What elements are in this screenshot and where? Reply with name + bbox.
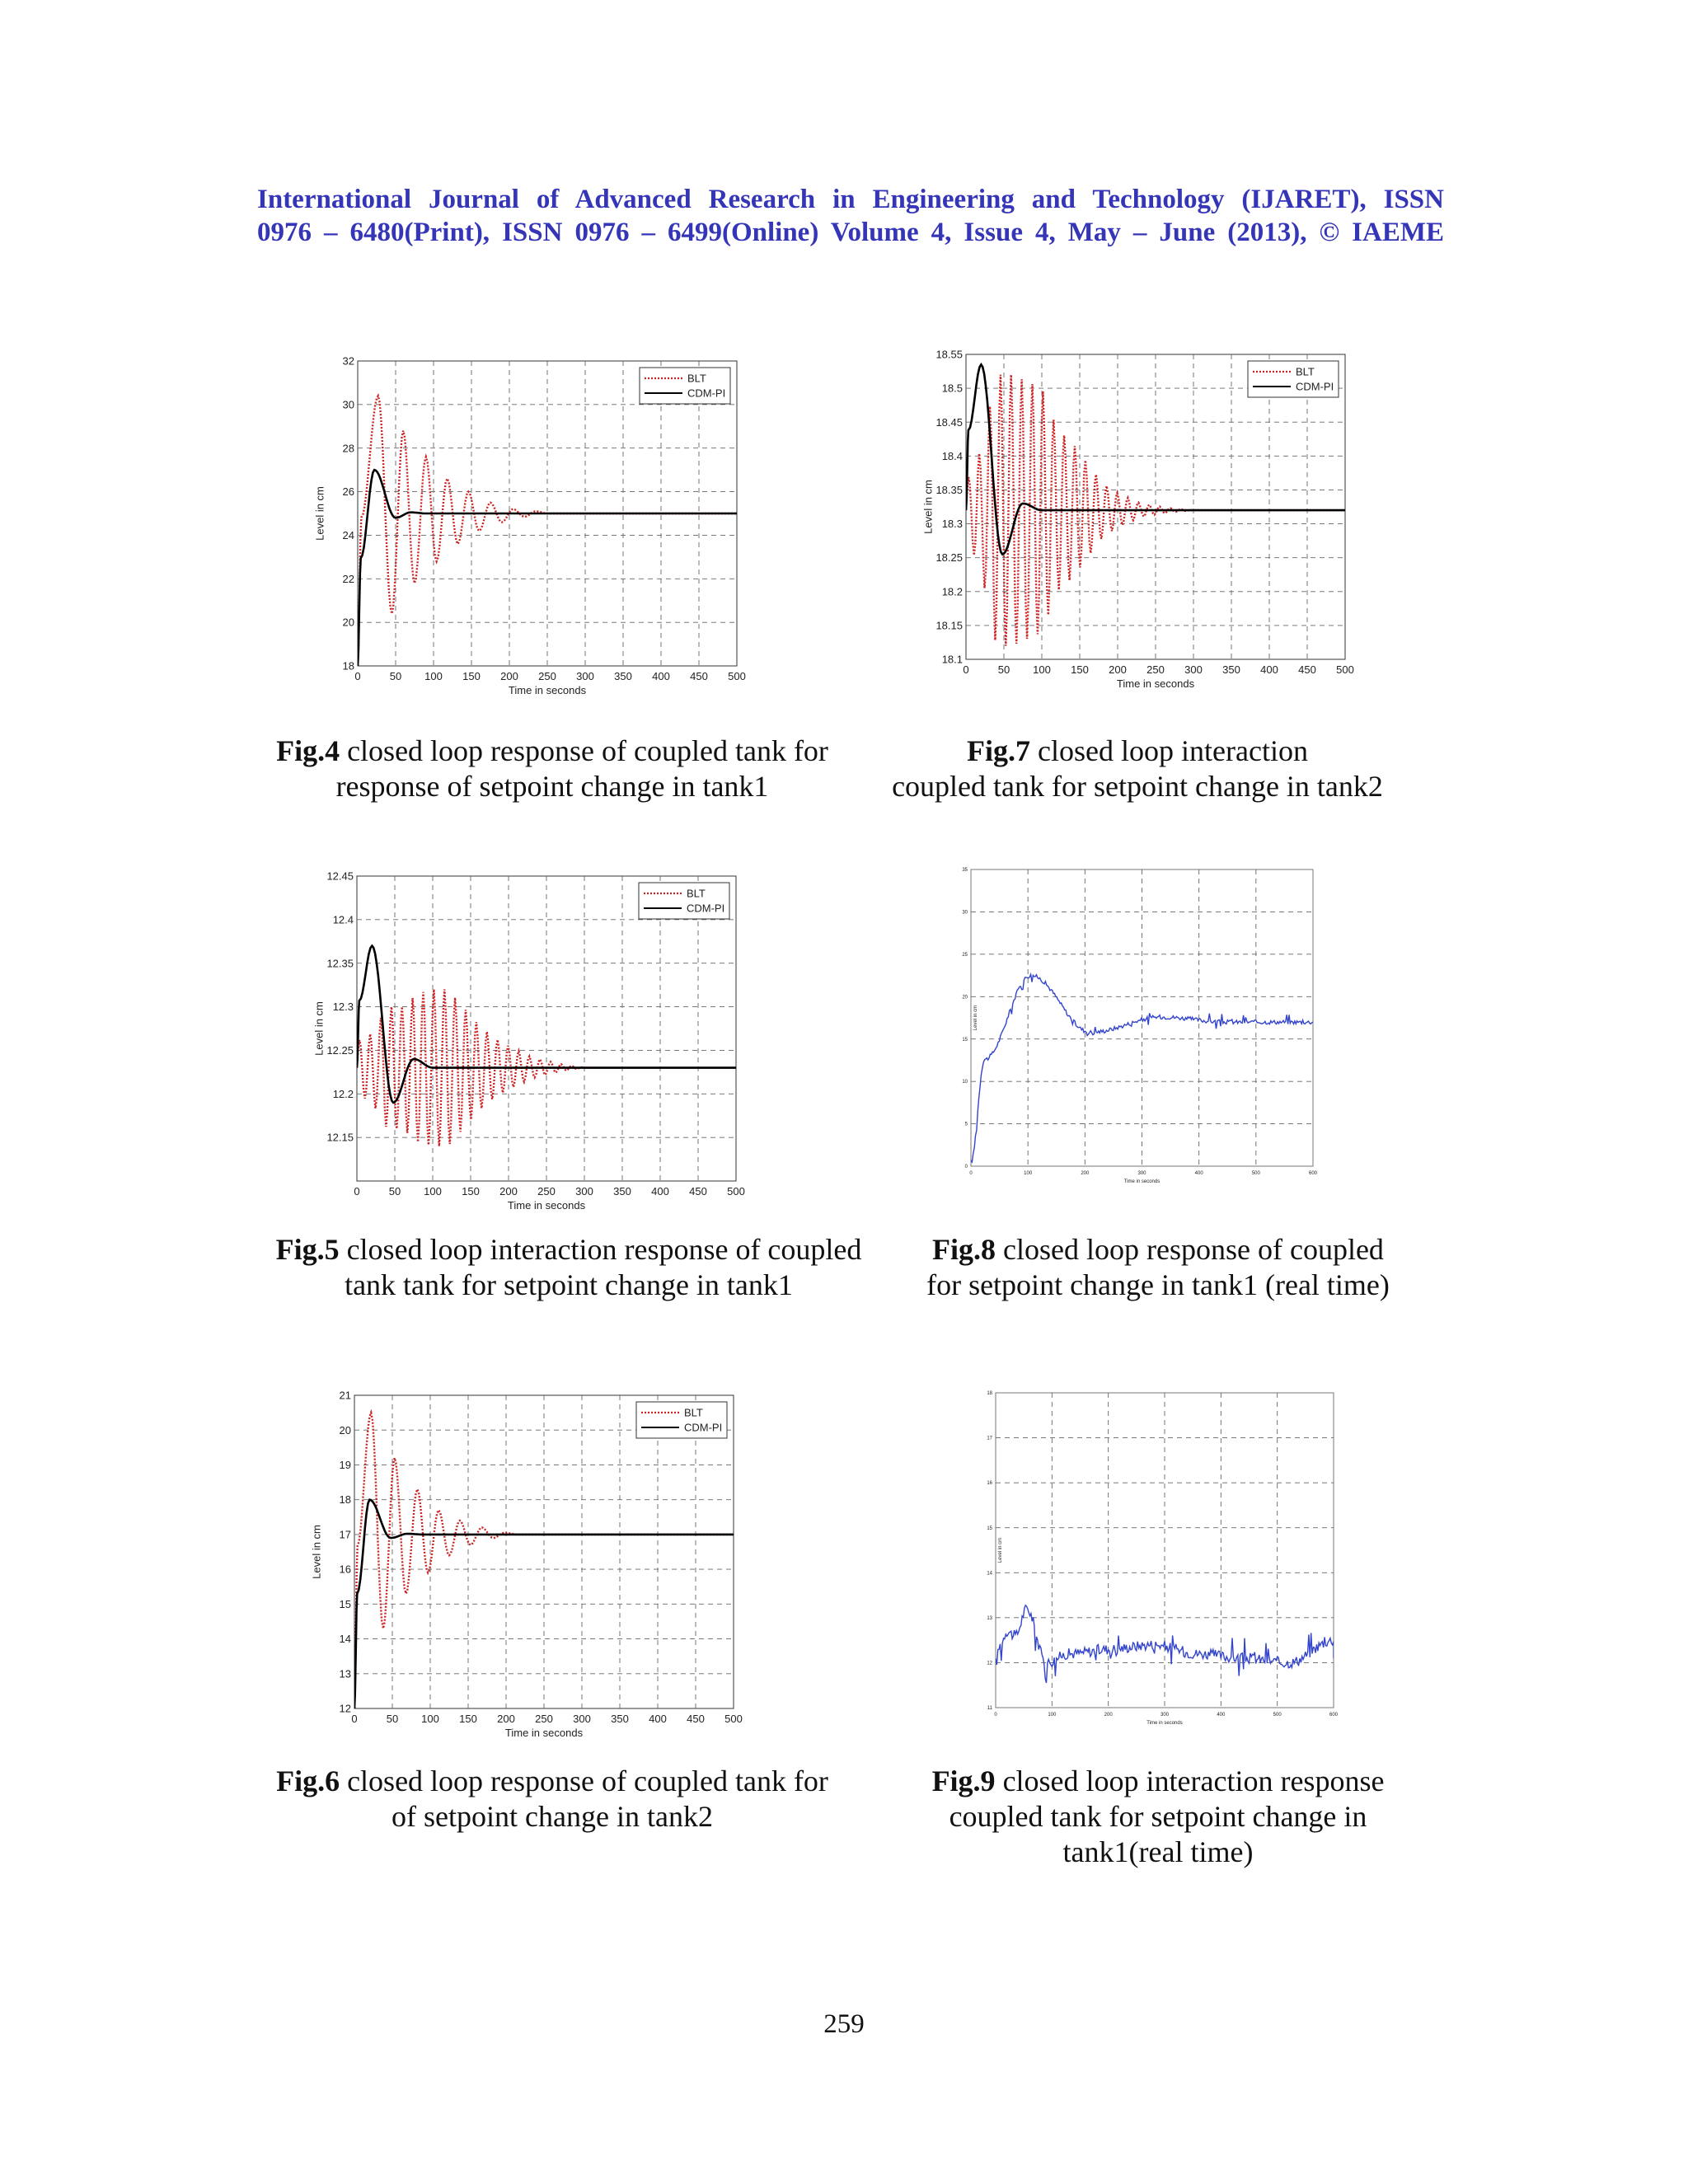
fig6-caption: [223, 1764, 882, 1835]
y-tick-label: 11: [987, 1706, 992, 1712]
y-tick-label: 18.2: [941, 585, 963, 598]
y-tick-label: 20: [339, 1423, 351, 1436]
x-axis-label: Time in seconds: [507, 1199, 586, 1212]
y-tick-label: 30: [962, 910, 968, 916]
x-tick-label: 300: [1160, 1713, 1170, 1718]
x-tick-label: 150: [1071, 663, 1089, 676]
fig7-caption-number: Fig.7: [967, 734, 1031, 767]
x-tick-label: 100: [1033, 663, 1051, 676]
x-tick-label: 0: [354, 670, 361, 682]
x-tick-label: 400: [651, 1185, 669, 1197]
x-tick-label: 400: [652, 670, 670, 682]
fig6-caption-number: Fig.6: [276, 1765, 340, 1797]
x-tick-label: 350: [614, 670, 632, 682]
x-tick-label: 100: [1024, 1171, 1033, 1176]
x-tick-label: 300: [575, 1185, 593, 1197]
x-tick-label: 400: [1194, 1171, 1203, 1176]
fig9-chart: [987, 1393, 1350, 1731]
x-tick-label: 500: [728, 670, 746, 682]
fig7-caption-text: closed loop interaction: [1030, 734, 1308, 767]
fig4-chart: [307, 354, 752, 701]
y-tick-label: 13: [339, 1667, 351, 1680]
fig9-caption-line3: tank1(real time): [1062, 1835, 1254, 1868]
legend-label: CDM-PI: [687, 387, 726, 400]
x-tick-label: 450: [689, 1185, 707, 1197]
fig9-caption: [890, 1764, 1426, 1870]
y-tick-label: 18.3: [941, 518, 963, 531]
x-tick-label: 500: [1336, 663, 1354, 676]
x-tick-label: 200: [1081, 1171, 1090, 1176]
y-tick-label: 25: [962, 952, 968, 958]
y-tick-label: 35: [962, 868, 968, 874]
fig5-caption-number: Fig.5: [275, 1233, 340, 1266]
y-tick-label: 20: [962, 995, 968, 1001]
fig7-caption-line2: coupled tank for setpoint change in tank2: [892, 770, 1383, 803]
y-tick-label: 12.4: [332, 913, 354, 926]
y-tick-label: 18.35: [935, 483, 963, 496]
y-tick-label: 13: [987, 1615, 992, 1621]
y-axis-label: Level in cm: [312, 1001, 326, 1056]
y-tick-label: 12.3: [332, 1001, 354, 1014]
fig8-svg: [963, 869, 1325, 1195]
x-tick-label: 300: [576, 670, 594, 682]
x-tick-label: 150: [462, 1185, 480, 1197]
x-tick-label: 450: [687, 1713, 705, 1725]
journal-header-line1: International Journal of Advanced Research in Engineering and Technology (IJARET), ISSN: [257, 185, 1444, 214]
x-tick-label: 0: [969, 1171, 973, 1176]
journal-header-line2: 0976 – 6480(Print), ISSN 0976 – 6499(Online) Volume 4, Issue 4, May – June (2013), © IAEME: [257, 218, 1444, 247]
x-tick-label: 250: [1146, 663, 1165, 676]
fig5-caption: [239, 1232, 898, 1303]
fig5-caption-text: closed loop interaction response of coupled: [339, 1233, 862, 1266]
x-tick-label: 400: [1260, 663, 1278, 676]
x-tick-label: 0: [354, 1185, 360, 1197]
fig9-caption-text: closed loop interaction response: [995, 1765, 1385, 1797]
x-axis-label: Time in seconds: [1146, 1721, 1183, 1726]
x-axis-label: Time in seconds: [1116, 677, 1195, 690]
y-tick-label: 5: [964, 1122, 968, 1127]
x-tick-label: 500: [727, 1185, 745, 1197]
x-tick-label: 350: [1222, 663, 1240, 676]
legend-label: BLT: [1296, 365, 1315, 378]
x-axis-label: Time in seconds: [504, 1727, 584, 1739]
y-tick-label: 14: [987, 1571, 992, 1577]
fig8-chart: [963, 869, 1325, 1195]
page-number: 259: [823, 2009, 865, 2039]
x-tick-label: 500: [1273, 1713, 1282, 1718]
x-tick-label: 250: [537, 1185, 556, 1197]
y-tick-label: 16: [339, 1563, 351, 1576]
legend-label: BLT: [687, 887, 706, 900]
fig8-caption-text: closed loop response of coupled: [996, 1233, 1384, 1266]
fig7-chart: [915, 350, 1360, 696]
legend-label: BLT: [687, 372, 706, 385]
x-tick-label: 450: [690, 670, 708, 682]
journal-header: [257, 183, 1444, 249]
y-tick-label: 19: [339, 1458, 351, 1471]
fig5-svg: [301, 869, 746, 1218]
fig6-caption-line2: of setpoint change in tank2: [392, 1800, 713, 1833]
fig8-caption-line2: for setpoint change in tank1 (real time): [926, 1268, 1390, 1301]
x-tick-label: 50: [386, 1713, 399, 1725]
y-tick-label: 18: [342, 659, 354, 673]
fig5-chart: [301, 869, 746, 1218]
y-tick-label: 0: [964, 1165, 968, 1170]
y-tick-label: 14: [339, 1633, 351, 1646]
fig9-caption-line2: coupled tank for setpoint change in: [949, 1800, 1367, 1833]
y-tick-label: 18.4: [941, 449, 963, 462]
x-tick-label: 250: [538, 670, 556, 682]
y-tick-label: 18: [339, 1493, 351, 1507]
x-tick-label: 600: [1308, 1171, 1318, 1176]
y-axis-label: Level in cm: [973, 1005, 978, 1031]
fig8-caption: [890, 1232, 1426, 1303]
fig9-svg: [987, 1393, 1350, 1731]
y-tick-label: 12.35: [326, 957, 354, 970]
y-tick-label: 22: [342, 572, 354, 585]
x-tick-label: 500: [1251, 1171, 1260, 1176]
x-tick-label: 400: [1217, 1713, 1226, 1718]
y-tick-label: 18.45: [935, 415, 963, 429]
x-tick-label: 50: [389, 670, 402, 682]
fig6-svg: [310, 1389, 743, 1739]
x-tick-label: 200: [499, 1185, 518, 1197]
x-tick-label: 200: [497, 1713, 515, 1725]
legend-label: CDM-PI: [687, 902, 725, 915]
x-tick-label: 0: [351, 1713, 358, 1725]
y-tick-label: 12: [987, 1661, 992, 1666]
fig7-caption: [849, 733, 1426, 804]
y-tick-label: 18: [987, 1391, 992, 1397]
x-axis-label: Time in seconds: [508, 684, 587, 696]
x-tick-label: 300: [573, 1713, 591, 1725]
y-tick-label: 18.55: [935, 348, 963, 361]
fig6-chart: [310, 1389, 743, 1739]
x-tick-label: 100: [421, 1713, 439, 1725]
y-tick-label: 30: [342, 398, 354, 411]
x-tick-label: 200: [1109, 663, 1127, 676]
legend-label: CDM-PI: [1296, 380, 1334, 393]
x-tick-label: 300: [1184, 663, 1203, 676]
y-tick-label: 24: [342, 528, 354, 541]
fig5-caption-line2: tank tank for setpoint change in tank1: [345, 1268, 793, 1301]
x-tick-label: 150: [459, 1713, 477, 1725]
x-tick-label: 100: [424, 1185, 442, 1197]
fig4-caption-text: closed loop response of coupled tank for: [340, 734, 828, 767]
fig8-caption-number: Fig.8: [932, 1233, 996, 1266]
y-tick-label: 18.1: [941, 653, 963, 666]
x-tick-label: 500: [724, 1713, 743, 1725]
fig4-caption-line2: response of setpoint change in tank1: [335, 770, 769, 803]
y-axis-label: Level in cm: [310, 1525, 323, 1579]
y-tick-label: 12.2: [332, 1087, 354, 1100]
y-tick-label: 21: [339, 1389, 351, 1402]
y-tick-label: 10: [962, 1080, 968, 1085]
x-tick-label: 200: [500, 670, 518, 682]
y-tick-label: 20: [342, 616, 354, 629]
y-tick-label: 32: [342, 354, 354, 368]
y-tick-label: 15: [987, 1526, 992, 1531]
x-tick-label: 0: [994, 1713, 997, 1718]
x-tick-label: 450: [1298, 663, 1316, 676]
y-axis-label: Level in cm: [921, 480, 935, 534]
x-tick-label: 0: [963, 663, 969, 676]
fig7-svg: [915, 350, 1360, 696]
y-tick-label: 12.45: [326, 869, 354, 883]
y-tick-label: 28: [342, 442, 354, 455]
x-tick-label: 350: [611, 1713, 629, 1725]
x-tick-label: 50: [388, 1185, 401, 1197]
y-tick-label: 18.25: [935, 551, 963, 565]
x-tick-label: 600: [1329, 1713, 1339, 1718]
fig4-caption-number: Fig.4: [276, 734, 340, 767]
y-tick-label: 15: [339, 1597, 351, 1610]
fig4-svg: [307, 354, 752, 701]
y-tick-label: 18.5: [941, 382, 963, 395]
y-tick-label: 26: [342, 485, 354, 499]
y-tick-label: 17: [987, 1436, 992, 1441]
y-tick-label: 17: [339, 1528, 351, 1541]
x-tick-label: 150: [462, 670, 481, 682]
x-tick-label: 400: [649, 1713, 667, 1725]
y-tick-label: 15: [962, 1037, 968, 1043]
y-tick-label: 16: [987, 1481, 992, 1487]
x-tick-label: 350: [613, 1185, 631, 1197]
x-tick-label: 250: [535, 1713, 553, 1725]
legend-label: CDM-PI: [684, 1421, 723, 1434]
x-tick-label: 300: [1137, 1171, 1146, 1176]
y-axis-label: Level in cm: [998, 1537, 1003, 1563]
x-tick-label: 200: [1104, 1713, 1113, 1718]
y-tick-label: 12.15: [326, 1131, 354, 1144]
x-tick-label: 100: [1048, 1713, 1057, 1718]
legend-label: BLT: [684, 1406, 703, 1419]
y-tick-label: 12: [339, 1702, 351, 1715]
y-tick-label: 12.25: [326, 1043, 354, 1057]
fig4-caption: [223, 733, 882, 804]
x-tick-label: 50: [997, 663, 1010, 676]
x-tick-label: 100: [424, 670, 443, 682]
fig6-caption-text: closed loop response of coupled tank for: [340, 1765, 828, 1797]
y-axis-label: Level in cm: [313, 486, 326, 541]
y-tick-label: 18.15: [935, 619, 963, 632]
fig9-caption-number: Fig.9: [931, 1765, 996, 1797]
x-axis-label: Time in seconds: [1123, 1179, 1160, 1184]
